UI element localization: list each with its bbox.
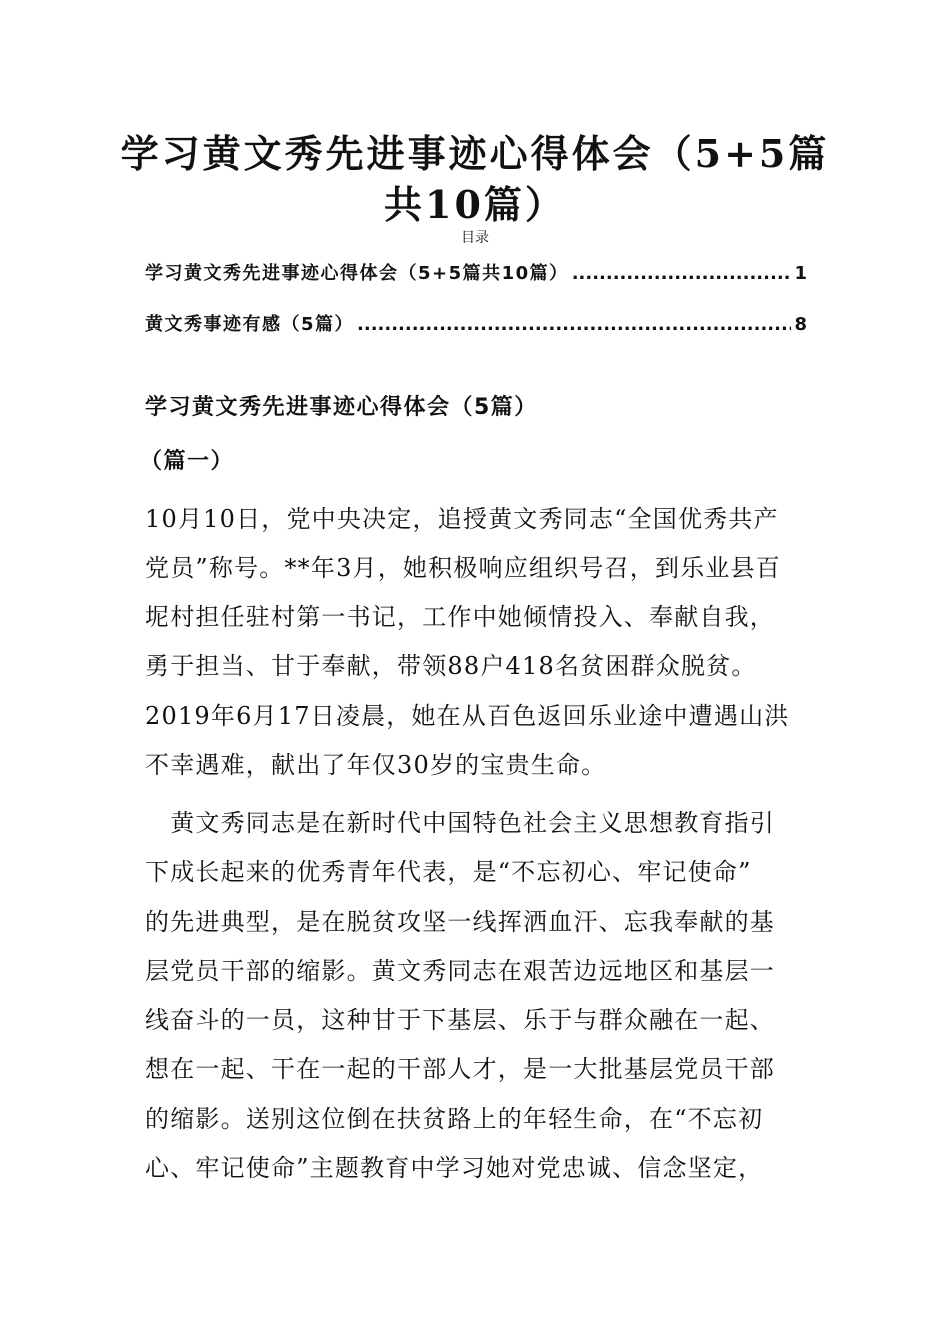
toc-heading: 目录 xyxy=(461,230,489,246)
paragraph-1-line: 坭村担任驻村第一书记，工作中她倾情投入、奉献自我， xyxy=(145,603,775,631)
toc-page-number: 1 xyxy=(794,263,807,284)
paragraph-1-line: 勇于担当、甘于奉献，带领88户418名贫困群众脱贫。 xyxy=(145,652,757,680)
paragraph-1-line: 2019年6月17日凌晨，她在从百色返回乐业途中遭遇山洪 xyxy=(145,702,790,730)
paragraph-1-line: 10月10日，党中央决定，追授黄文秀同志“全国优秀共产 xyxy=(145,505,779,533)
paragraph-2-line: 的缩影。送别这位倒在扶贫路上的年轻生命，在“不忘初 xyxy=(145,1105,764,1133)
paragraph-2-line: 心、牢记使命”主题教育中学习她对党忠诚、信念坚定， xyxy=(145,1154,764,1182)
paragraph-1-line: 不幸遇难，献出了年仅30岁的宝贵生命。 xyxy=(145,751,607,779)
document-title-line-1: 学习黄文秀先进事迹心得体会（5+5篇 xyxy=(120,131,830,176)
toc-entry-label: 学习黄文秀先进事迹心得体会（5+5篇共10篇） xyxy=(145,263,569,284)
paragraph-2-line: 线奋斗的一员，这种甘于下基层、乐于与群众融在一起、 xyxy=(145,1006,775,1034)
paragraph-2-line: 下成长起来的优秀青年代表，是“不忘初心、牢记使命” xyxy=(145,858,752,886)
toc-entry[interactable] xyxy=(145,261,807,287)
paragraph-1-line: 党员”称号。**年3月，她积极响应组织号召，到乐业县百 xyxy=(145,554,781,582)
toc-entry-label: 黄文秀事迹有感（5篇） xyxy=(145,314,355,335)
paragraph-2-line: 层党员干部的缩影。黄文秀同志在艰苦边远地区和基层一 xyxy=(145,957,775,985)
toc-page-number: 8 xyxy=(794,314,807,335)
paragraph-2-line: 的先进典型，是在脱贫攻坚一线挥洒血汗、忘我奉献的基 xyxy=(145,908,775,936)
toc-leader-dots xyxy=(572,261,792,287)
toc-entry[interactable] xyxy=(145,312,807,338)
paragraph-2-line: 想在一起、干在一起的干部人才，是一大批基层党员干部 xyxy=(145,1055,775,1083)
article-sub-heading: （篇一） xyxy=(140,449,235,474)
section-heading: 学习黄文秀先进事迹心得体会（5篇） xyxy=(145,395,538,420)
paragraph-2-line: 黄文秀同志是在新时代中国特色社会主义思想教育指引 xyxy=(145,809,775,837)
toc-leader-dots xyxy=(357,312,791,338)
document-title-line-2: 共10篇） xyxy=(384,182,566,227)
